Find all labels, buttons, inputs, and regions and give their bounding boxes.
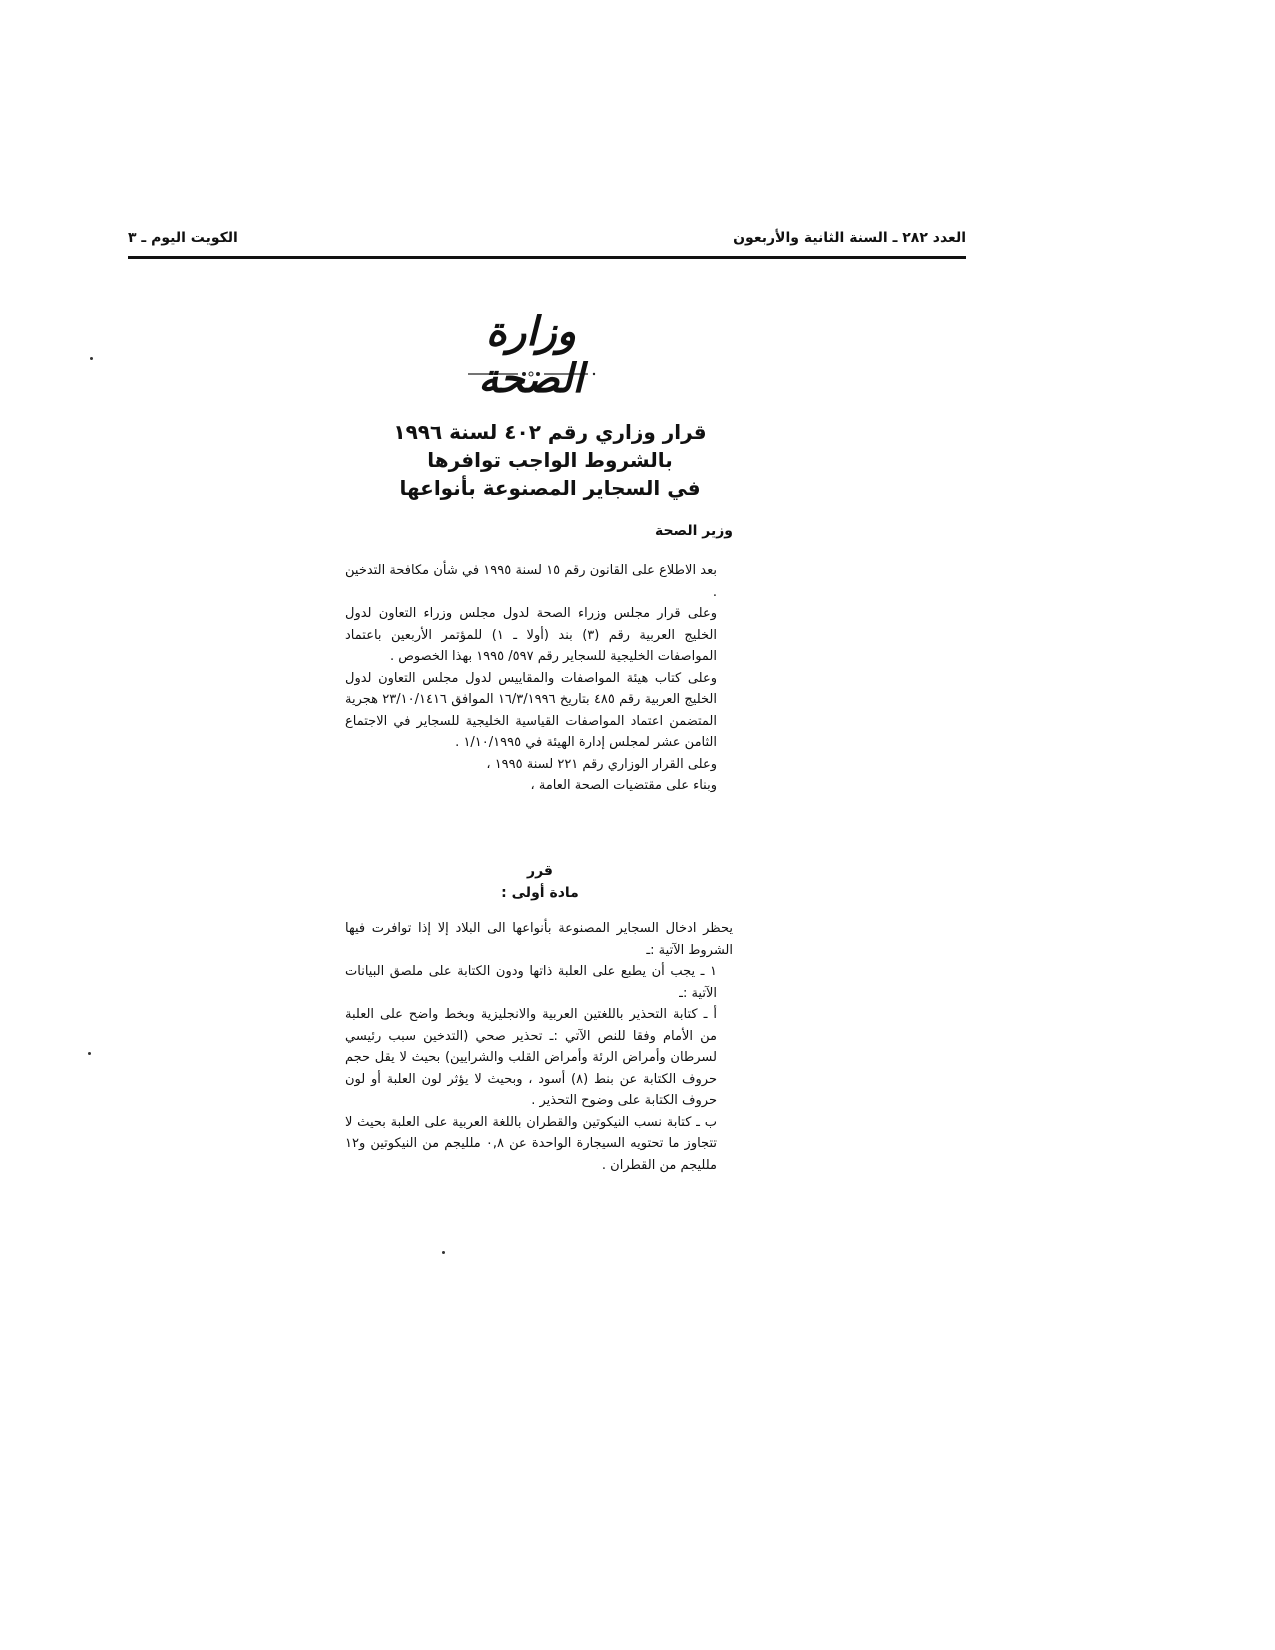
article-paragraph: ١ ـ يجب أن يطبع على العلبة ذاتها ودون الكتابة على ملصق البيانات الآتية :ـ [345,964,717,1001]
preamble-paragraph: وعلى القرار الوزاري رقم ٢٢١ لسنة ١٩٩٥ ، [486,756,717,772]
issue-number: العدد ٢٨٢ ـ السنة الثانية والأربعون [733,230,966,246]
article-paragraph: ب ـ كتابة نسب النيكوتين والقطران باللغة العربية على العلبة بحيث لا تتجاوز ما تحتويه السيجارة الواحدة عن ٠,٨ ملليجم من النيكوتين و١٢ ملليجم من القطران . [345,1114,717,1173]
preamble [345,560,733,797]
page-header [128,226,966,250]
article-paragraph: يحظر ادخال السجاير المصنوعة بأنواعها الى البلاد إلا إذا توافرت فيها الشروط الآتية :ـ [345,921,733,958]
decree-title-line-3: في السجاير المصنوعة بأنواعها [399,476,701,500]
preamble-paragraph: وبناء على مقتضيات الصحة العامة ، [530,778,717,793]
decree-title [380,418,720,502]
decree-title-line-2: بالشروط الواجب توافرها [427,448,673,472]
scan-speck [90,357,93,360]
minister-heading: وزير الصحة [654,523,733,539]
article-paragraph: أ ـ كتابة التحذير باللغتين العربية والانجليزية وبخط واضح على العلبة من الأمام وفقا للنص الآتي :ـ تحذير صحي (التدخين سبب رئيسي لسرطان وأمراض الرئة وأمراض القلب والشرايين) بحيث لا يقل حجم حروف الكتابة عن بنط (٨) أسود ، وبحيث لا يؤثر لون العلبة أو لون حروف الكتابة على وضوح التحذير . [345,1007,717,1108]
article-one-body [345,918,733,1176]
article-title: مادة أولى : [501,885,579,901]
header-rule [128,256,966,259]
preamble-paragraph: بعد الاطلاع على القانون رقم ١٥ لسنة ١٩٩٥ في شأن مكافحة التدخين . [345,563,718,600]
decided-word: قرر [527,863,553,879]
decision-heading [440,860,640,904]
gazette-name: الكويت اليوم ـ ٣ [128,230,238,246]
scan-speck [442,1251,445,1254]
ministry-calligraphy-text: وزارة الصحة [478,308,584,402]
scan-speck [88,1052,91,1055]
preamble-paragraph: وعلى كتاب هيئة المواصفات والمقاييس لدول مجلس التعاون لدول الخليج العربية رقم ٤٨٥ بتاريخ ١٦/٣/١٩٩٦ الموافق ٢٣/١٠/١٤١٦ هجرية المتضمن اعتماد المواصفات القياسية الخليجية للسجاير في الاجتماع الثامن عشر لمجلس إدارة الهيئة في ١/١٠/١٩٩٥ . [345,670,717,750]
preamble-paragraph: وعلى قرار مجلس وزراء الصحة لدول مجلس وزراء التعاون لدول الخليج العربية رقم (٣) بند (أولا ـ ١) للمؤتمر الأربعين باعتماد المواصفات الخليجية للسجاير رقم ٥٩٧/ ١٩٩٥ بهذا الخصوص . [345,606,717,664]
decree-title-line-1: قرار وزاري رقم ٤٠٢ لسنة ١٩٩٦ [393,420,707,444]
